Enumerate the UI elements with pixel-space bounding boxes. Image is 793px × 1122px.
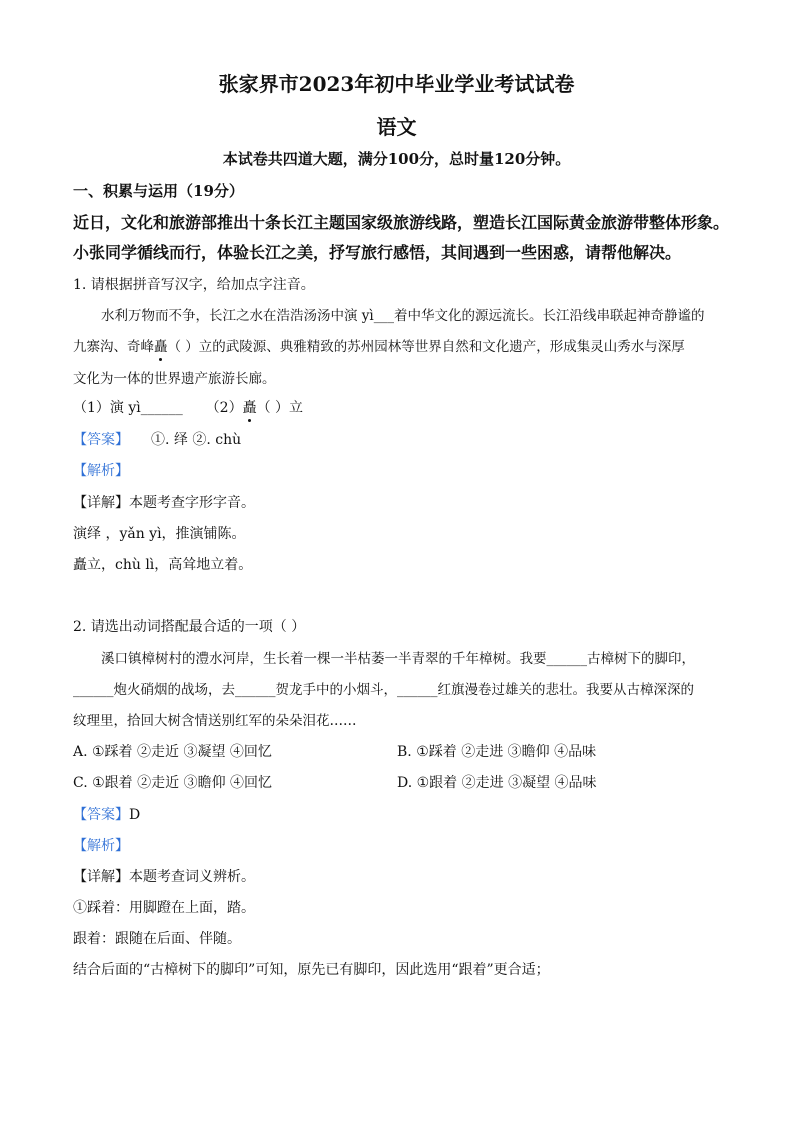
answer-tag: 【答案】 [73,432,129,448]
q1-explanation-1: 演绎 ，yǎn yì，推演铺陈。 [73,526,246,542]
q1-blank-1: （1）演 yì______ [73,400,183,416]
section-intro-line-1: 近日，文化和旅游部推出十条长江主题国家级旅游线路，塑造长江国际黄金旅游带整体形象。 [73,213,730,232]
q1-passage-text: 九寨沟、奇峰 [73,339,154,355]
q1-blank-2-prefix: （2） [205,400,243,416]
exam-note: 本试卷共四道大题，满分100分，总时量120分钟。 [222,150,571,168]
q1-explanation-2: 矗立，chù lì，高耸地立着。 [73,557,253,573]
q1-answer [73,430,241,450]
answer-text: D [129,807,141,823]
detail-text: 本题考查词义辨析。 [129,869,255,885]
section-heading: 一、积累与运用（19分） [73,182,244,200]
q2-passage-line-1: 溪口镇樟树村的澧水河岸，生长着一棵一半枯萎一半青翠的千年樟树。我要______古樟树下的脚印， [101,651,695,667]
q1-passage-line-2 [73,337,685,357]
q1-blank-2-suffix: （ ）立 [256,400,304,416]
q2-explanation-3: 结合后面的“古樟树下的脚印”可知，原先已有脚印，因此选用“跟着”更合适； [73,962,550,978]
subject-title: 语文 [376,115,417,139]
q2-explanation-2: 跟着：跟随在后面、伴随。 [73,931,241,947]
q2-passage-line-2: ______炮火硝烟的战场，去______贺龙手中的小烟斗，______红旗漫卷过雄关的悲壮。我要从古樟深深的 [73,682,694,698]
q2-option-d: D. ①跟着 ②走进 ③凝望 ④品味 [397,775,597,791]
q2-detail [73,867,255,887]
q1-blanks [73,398,303,418]
q1-passage-text: （ ）立的武陵源、典雅精致的苏州园林等世界自然和文化遗产，形成集灵山秀水与深厚 [167,339,685,355]
q2-option-a: A. ①踩着 ②走近 ③凝望 ④回忆 [73,744,272,760]
q2-explanation-1: ①踩着：用脚蹬在上面，踏。 [73,900,255,916]
dotted-character: 矗 [154,339,168,355]
section-intro-line-2: 小张同学循线而行，体验长江之美，抒写旅行感悟，其间遇到一些困惑，请帮他解决。 [73,243,682,262]
q2-answer [73,805,140,825]
analysis-tag: 【解析】 [73,463,129,479]
q1-passage-line-1: 水利万物而不争，长江之水在浩浩汤汤中演 yì___着中华文化的源远流长。长江沿线串联起神奇静谧的 [101,308,705,324]
q1-detail [73,493,255,513]
page-title: 张家界市2023年初中毕业学业考试试卷 [218,72,575,96]
detail-text: 本题考查字形字音。 [129,495,255,511]
answer-text: ①. 绎 ②. chù [151,432,242,448]
dotted-character: 矗 [242,400,257,416]
q2-option-b: B. ①踩着 ②走进 ③瞻仰 ④品味 [397,744,597,760]
analysis-tag: 【解析】 [73,838,129,854]
q2-passage-line-3: 纹理里，拾回大树含情送别红军的朵朵泪花…… [73,713,357,729]
q1-passage-line-3: 文化为一体的世界遗产旅游长廊。 [73,371,276,387]
detail-tag: 【详解】 [73,495,129,511]
answer-tag: 【答案】 [73,807,129,823]
q1-stem: 1. 请根据拼音写汉字，给加点字注音。 [73,277,315,293]
detail-tag: 【详解】 [73,869,129,885]
q2-stem: 2. 请选出动词搭配最合适的一项（ ） [73,619,306,635]
q2-option-c: C. ①跟着 ②走近 ③瞻仰 ④回忆 [73,775,273,791]
